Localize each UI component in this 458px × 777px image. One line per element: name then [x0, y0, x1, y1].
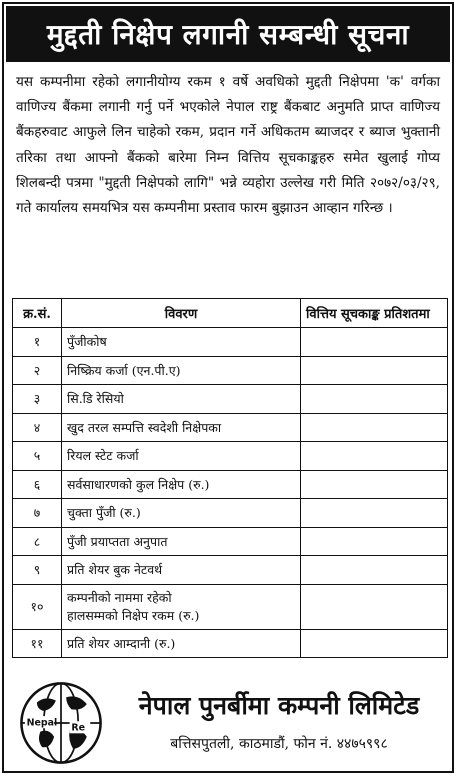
logo-text-re: Re	[71, 722, 86, 734]
row-value-cell	[301, 385, 448, 414]
row-serial-number: ३	[13, 385, 62, 414]
table-row	[13, 328, 448, 357]
row-serial-number: ४	[13, 413, 62, 442]
table-row	[13, 385, 448, 414]
row-value-cell	[301, 584, 448, 629]
row-serial-number: ६	[13, 470, 62, 499]
row-value-cell	[301, 470, 448, 499]
header-description: विवरण	[62, 299, 301, 328]
table-row	[13, 584, 448, 629]
table-row	[13, 442, 448, 471]
header-indicator-percent: वित्तिय सूचकाङ्क प्रतिशतमा	[301, 299, 448, 328]
notice-title: मुद्दती निक्षेप लगानी सम्बन्धी सूचना	[6, 6, 450, 62]
table-row	[13, 527, 448, 556]
row-serial-number: ११	[13, 629, 62, 658]
row-description: चुक्ता पुँजी (रु.)	[62, 499, 301, 528]
row-value-cell	[301, 413, 448, 442]
row-value-cell	[301, 527, 448, 556]
financial-indicators-table	[12, 298, 448, 658]
row-description: खुद तरल सम्पत्ति स्वदेशी निक्षेपका	[62, 413, 301, 442]
row-description-line: हालसम्मको निक्षेप रकम (रु.)	[67, 607, 200, 623]
row-value-cell	[301, 442, 448, 471]
table-row	[13, 499, 448, 528]
notice-body: यस कम्पनीमा रहेको लगानीयोग्य रकम १ वर्षे अवधिको मुद्दती निक्षेपमा 'क' वर्गका वाणिज्य बैंकमा लगानी गर्नु पर्ने भएकोले नेपाल राष्ट्र बैंकबाट अनुमति प्राप्त वाणिज्य बैंकहरुवाट आफुले लिन चाहेको रकम, प्रदान गर्ने अधिकतम ब्याजदर र ब्याज भुक्तानी तरिका तथा आफ्नो बैंकको बारेमा निम्न वित्तिय सूचकाङ्कहरु समेत खुलाई गोप्य शिलबन्दी पत्रमा "मुद्दती निक्षेपको लागि" भन्ने व्यहोरा उल्लेख गरी मिति २०७२/०३/२९, गते कार्यालय समयभित्र यस कम्पनीमा प्रस्ताव फारम बुझाउन आव्हान गरिन्छ ।	[16, 74, 440, 217]
row-description: पुँजी प्रयाप्तता अनुपात	[62, 527, 301, 556]
row-description: सर्वसाधारणको कुल निक्षेप (रु.)	[62, 470, 301, 499]
row-value-cell	[301, 499, 448, 528]
row-serial-number: १०	[13, 584, 62, 629]
globe-logo-icon	[18, 680, 104, 766]
row-description-line: कम्पनीको नाममा रहेको	[67, 589, 172, 605]
table-row	[13, 413, 448, 442]
row-description: निष्क्रिय कर्जा (एन.पी.ए)	[62, 356, 301, 385]
row-serial-number: ५	[13, 442, 62, 471]
company-name: नेपाल पुनर्बीमा कम्पनी लिमिटेड	[138, 691, 420, 720]
logo-text-nepal: Nepal	[26, 717, 58, 729]
row-description: प्रति शेयर आम्दानी (रु.)	[62, 629, 301, 658]
row-value-cell	[301, 356, 448, 385]
row-serial-number: ९	[13, 556, 62, 585]
header-serial-number: क्र.सं.	[13, 299, 62, 328]
row-description: प्रति शेयर बुक नेटवर्थ	[62, 556, 301, 585]
company-address: बत्तिसपुतली, काठमाडौं, फोन नं. ४४७५९९८	[170, 736, 388, 752]
row-serial-number: २	[13, 356, 62, 385]
row-description: पुँजीकोष	[62, 328, 301, 357]
table-row	[13, 556, 448, 585]
row-serial-number: ७	[13, 499, 62, 528]
row-value-cell	[301, 556, 448, 585]
row-serial-number: ८	[13, 527, 62, 556]
table-row	[13, 629, 448, 658]
row-description: रियल स्टेट कर्जा	[62, 442, 301, 471]
table-header-row	[13, 299, 448, 328]
row-description	[62, 584, 301, 629]
row-serial-number: १	[13, 328, 62, 357]
row-description: सि.डि रेसियो	[62, 385, 301, 414]
table-row	[13, 356, 448, 385]
table-row	[13, 470, 448, 499]
row-value-cell	[301, 629, 448, 658]
notice-footer	[12, 676, 444, 771]
row-value-cell	[301, 328, 448, 357]
notice-card	[2, 2, 454, 773]
